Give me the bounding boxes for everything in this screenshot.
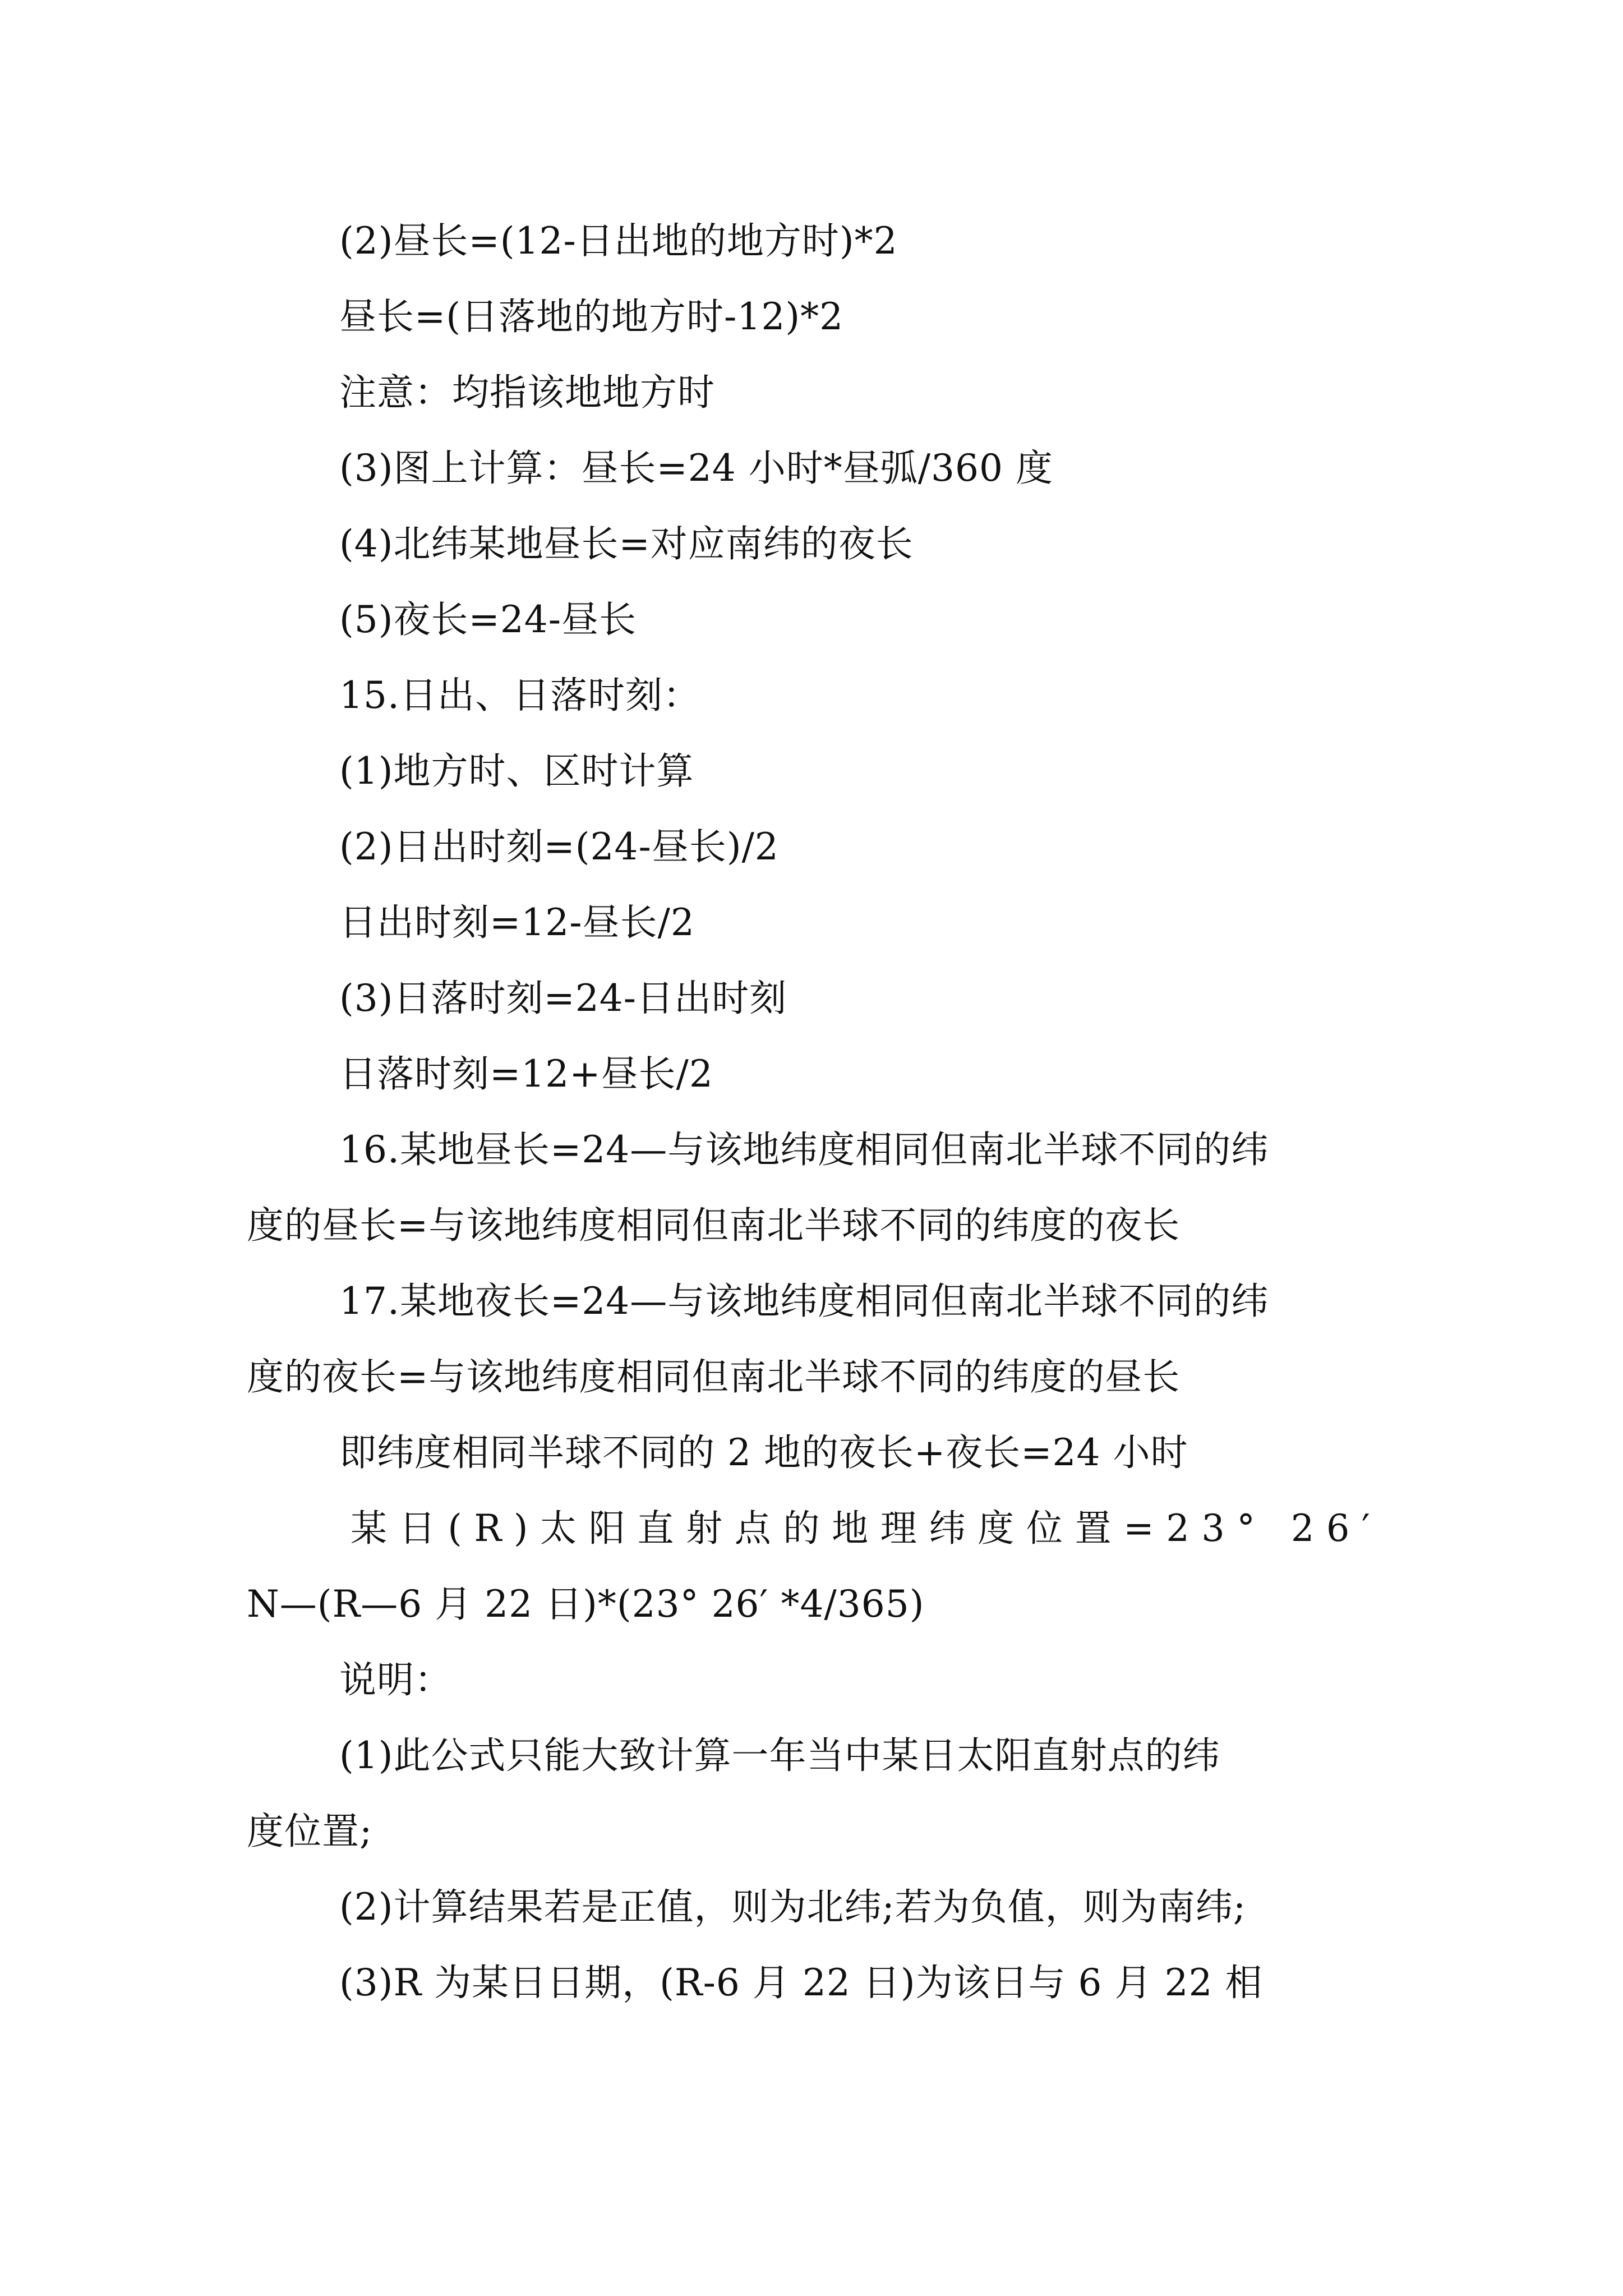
text-line: (2)昼长=(12-日出地的地方时)*2: [339, 219, 898, 263]
text-line: 注意：均指该地地方时: [339, 371, 715, 414]
paragraph-line: 度位置;: [247, 1810, 373, 1853]
text-line: (1)地方时、区时计算: [339, 749, 694, 793]
text-line: 说明：: [339, 1658, 452, 1701]
section-heading: 15.日出、日落时刻：: [339, 674, 700, 717]
text-line: 昼长=(日落地的地方时-12)*2: [339, 295, 844, 338]
formula-line: 某日(R)太阳直射点的地理纬度位置=23° 26′: [351, 1507, 1382, 1550]
text-line: (2)计算结果若是正值，则为北纬;若为负值，则为南纬;: [339, 1885, 1246, 1929]
paragraph-line: (1)此公式只能大致计算一年当中某日太阳直射点的纬: [339, 1734, 1220, 1777]
text-line: 日落时刻=12+昼长/2: [339, 1052, 713, 1096]
paragraph-line: 度的昼长=与该地纬度相同但南北半球不同的纬度的夜长: [247, 1204, 1181, 1247]
text-line: (3)日落时刻=24-日出时刻: [339, 977, 787, 1020]
text-line: (5)夜长=24-昼长: [339, 598, 637, 641]
text-line: (2)日出时刻=(24-昼长)/2: [339, 825, 779, 868]
paragraph-line: 度的夜长=与该地纬度相同但南北半球不同的纬度的昼长: [247, 1355, 1181, 1398]
formula-line: N—(R—6 月 22 日)*(23° 26′ *4/365): [247, 1582, 925, 1626]
text-line: (3)R 为某日日期，(R-6 月 22 日)为该日与 6 月 22 相: [339, 1961, 1263, 2004]
text-line: (4)北纬某地昼长=对应南纬的夜长: [339, 522, 914, 565]
paragraph-line: 16.某地昼长=24—与该地纬度相同但南北半球不同的纬: [339, 1128, 1269, 1171]
paragraph-line: 17.某地夜长=24—与该地纬度相同但南北半球不同的纬: [339, 1280, 1269, 1323]
text-line: 即纬度相同半球不同的 2 地的夜长+夜长=24 小时: [339, 1431, 1188, 1474]
text-line: 日出时刻=12-昼长/2: [339, 901, 695, 944]
text-line: (3)图上计算：昼长=24 小时*昼弧/360 度: [339, 447, 1053, 490]
